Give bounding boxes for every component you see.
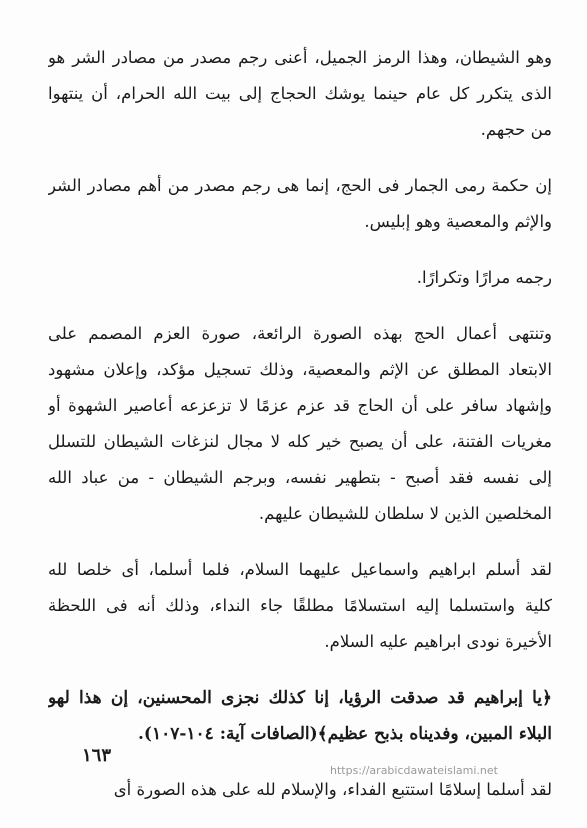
text-column	[48, 40, 552, 808]
text-line: الذى يتكرر كل عام حينما يوشك الحجاج إلى بيت الله الحرام، أن ينتهوا	[48, 84, 552, 103]
text-line: إلى نفسه فقد أصبح - بتطهير نفسه، وبرجم الشيطان - من عباد الله	[48, 468, 552, 487]
text-line: المخلصين الذين لا سلطان للشيطان عليهم.	[258, 504, 552, 523]
text-line: ﴿يا إبراهيم قد صدقت الرؤيا، إنا كذلك نجزى المحسنين، إن هذا لهو	[48, 688, 552, 708]
watermark: https://arabicdawateislami.net	[330, 764, 498, 777]
text-line: كلية واستسلما إليه استسلامًا مطلقًا جاء النداء، وذلك أنه فى اللحظة	[48, 596, 552, 615]
paragraph	[48, 552, 552, 660]
text-line: وهو الشيطان، وهذا الرمز الجميل، أعنى رجم مصدر من مصادر الشر هو	[48, 48, 552, 67]
text-line: لقد أسلم ابراهيم واسماعيل عليهما السلام، فلما أسلما، أى خلصا لله	[48, 560, 552, 579]
text-line: من حجهم.	[480, 120, 552, 139]
paragraph	[48, 40, 552, 148]
text-line: والإثم والمعصية وهو إبليس.	[364, 212, 552, 231]
text-line: مغريات الفتنة، على أن يصبح خير كله لا مجال لنزغات الشيطان للتسلل	[48, 432, 552, 451]
page-number: ١٦٣	[82, 745, 112, 766]
text-line: الأخيرة نودى ابراهيم عليه السلام.	[324, 632, 552, 651]
paragraph	[48, 168, 552, 240]
text-line: وتنتهى أعمال الحج بهذه الصورة الرائعة، صورة العزم المصمم على	[48, 324, 552, 343]
page-body	[48, 40, 552, 828]
text-line: إن حكمة رمى الجمار فى الحج، إنما هى رجم مصدر من أهم مصادر الشر	[48, 176, 552, 195]
paragraph	[48, 772, 552, 808]
paragraph	[48, 260, 552, 296]
text-line: الابتعاد المطلق عن الإثم والمعصية، وذلك تسجيل مؤكد، وإعلان مشهود	[48, 360, 552, 379]
quran-verse-paragraph	[48, 680, 552, 752]
paragraph	[48, 316, 552, 532]
text-line: لقد أسلما إسلامًا استتبع الفداء، والإسلام لله على هذه الصورة أى	[113, 780, 552, 799]
text-line: البلاء المبين، وفديناه بذبح عظيم﴾(الصافات آية: ١٠٤-١٠٧).	[137, 724, 552, 744]
text-line: رجمه مرارًا وتكرارًا.	[416, 268, 552, 287]
text-line: وإشهاد سافر على أن الحاج قد عزم عزمًا لا تزعزعه أعاصير الشهوة أو	[48, 396, 552, 415]
